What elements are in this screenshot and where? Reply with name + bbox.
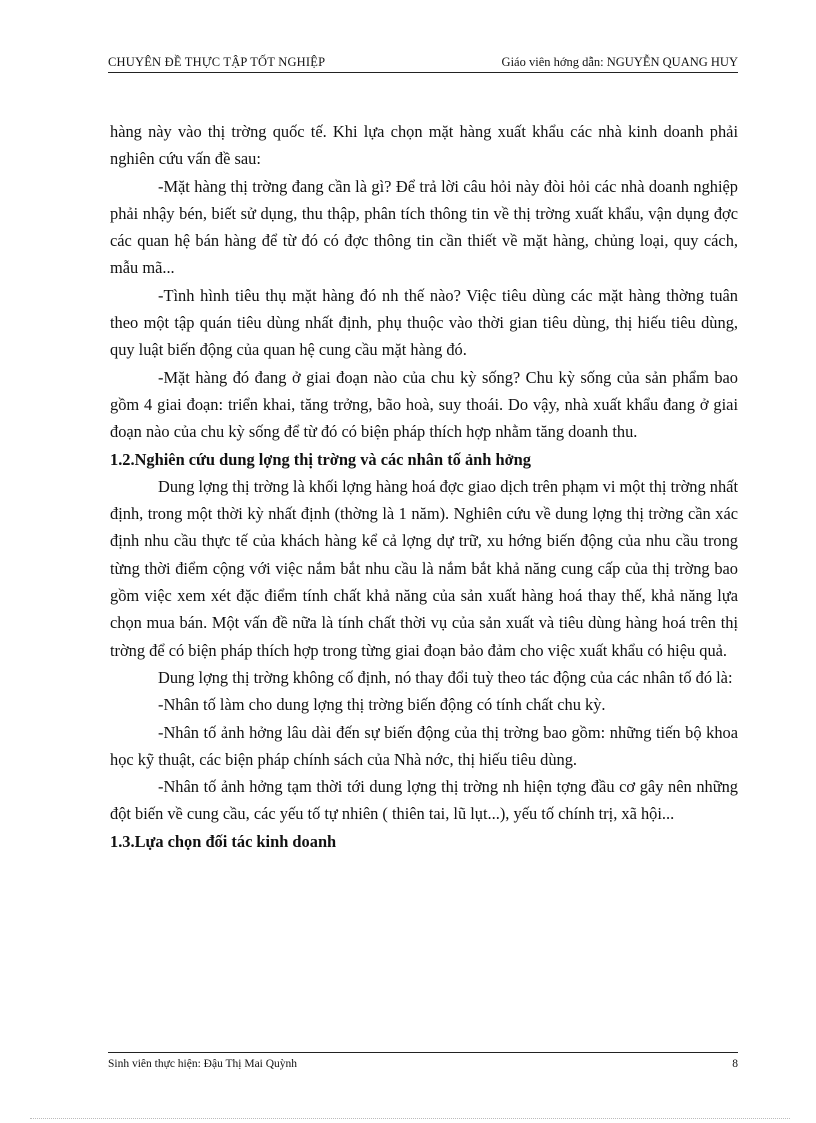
footer-student-name: Sinh viên thực hiện: Đậu Thị Mai Quỳnh bbox=[108, 1058, 298, 1070]
section-heading-1-3: 1.3.Lựa chọn đối tác kinh doanh bbox=[110, 831, 337, 851]
page-body bbox=[110, 118, 738, 855]
paragraph-capacity-factors: Dung lợng thị trờng không cố định, nó thay đổi tuỳ theo tác động của các nhân tố đó là: bbox=[158, 667, 733, 687]
paragraph-factor-temporary: -Nhân tố ảnh hởng tạm thời tới dung lợng thị trờng nh hiện tợng đầu cơ gây nên những đột biến về cung cầu, các yếu tố tự nhiên ( thiên tai, lũ lụt...), yếu tố chính trị, xã hội... bbox=[110, 777, 738, 824]
page-number: 8 bbox=[732, 1058, 738, 1070]
page-header bbox=[108, 50, 738, 73]
paragraph-consumption: -Tình hình tiêu thụ mặt hàng đó nh thế nào? Việc tiêu dùng các mặt hàng thờng tuân theo một tập quán tiêu dùng nhất định, phụ thuộc vào thời gian tiêu dùng, thị hiếu tiêu dùng, quy luật biến động của quan hệ cung cầu mặt hàng đó. bbox=[110, 285, 738, 360]
paragraph-factor-cyclical: -Nhân tố làm cho dung lợng thị trờng biến động có tính chất chu kỳ. bbox=[158, 695, 606, 715]
section-heading-1-2: 1.2.Nghiên cứu dung lợng thị trờng và các nhân tố ảnh hởng bbox=[110, 449, 531, 469]
paragraph-factor-long-term: -Nhân tố ảnh hởng lâu dài đến sự biến động của thị trờng bao gồm: những tiến bộ khoa học kỹ thuật, các biện pháp chính sách của Nhà nớc, thị hiếu tiêu dùng. bbox=[110, 722, 738, 769]
paragraph-market-capacity: Dung lợng thị trờng là khối lợng hàng hoá đợc giao dịch trên phạm vi một thị trờng nhất định, trong một thời kỳ nhất định (thờng là 1 năm). Nghiên cứu về dung lợng thị trờng cần xác định nhu cầu thực tế của khách hàng kể cả lợng dự trữ, xu hớng biến động của nhu cầu trong từng thời điểm cộng với việc nắm bắt nhu cầu là nắm bắt khả năng cung cấp của thị trờng bao gồm việc xem xét đặc điểm tính chất khả năng của sản xuất hàng hoá thay thế, khả năng lựa chọn mua bán. Một vấn đề nữa là tính chất thời vụ của sản xuất và tiêu dùng hàng hoá trên thị trờng để có biện pháp thích hợp trong từng giai đoạn bảo đảm cho việc xuất khẩu có hiệu quả. bbox=[110, 476, 738, 660]
header-supervisor: Giáo viên hớng dẫn: NGUYỄN QUANG HUY bbox=[501, 55, 738, 69]
page-footer bbox=[108, 1052, 738, 1070]
paragraph-market-need: -Mặt hàng thị trờng đang cần là gì? Để trả lời câu hỏi này đòi hỏi các nhà doanh nghiệp phải nhậy bén, biết sử dụng, thu thập, phân tích thông tin về thị trờng xuất khẩu, vận dụng đợc các quan hệ bán hàng để từ đó có đợc thông tin cần thiết về mặt hàng, chủng loại, quy cách, mẫu mã... bbox=[110, 176, 738, 278]
paragraph-continuation: hàng này vào thị trờng quốc tế. Khi lựa chọn mặt hàng xuất khẩu các nhà kinh doanh phải nghiên cứu vấn đề sau: bbox=[110, 122, 738, 169]
header-document-title: CHUYÊN ĐỀ THỰC TẬP TỐT NGHIỆP bbox=[108, 55, 326, 69]
paragraph-life-cycle: -Mặt hàng đó đang ở giai đoạn nào của chu kỳ sống? Chu kỳ sống của sản phẩm bao gồm 4 giai đoạn: triển khai, tăng trởng, bão hoà, suy thoái. Do vậy, nhà xuất khẩu đang ở giai đoạn nào của chu kỳ sống để từ đó có biện pháp thích hợp nhằm tăng doanh thu. bbox=[110, 367, 738, 442]
page-bottom-edge bbox=[30, 1118, 790, 1119]
